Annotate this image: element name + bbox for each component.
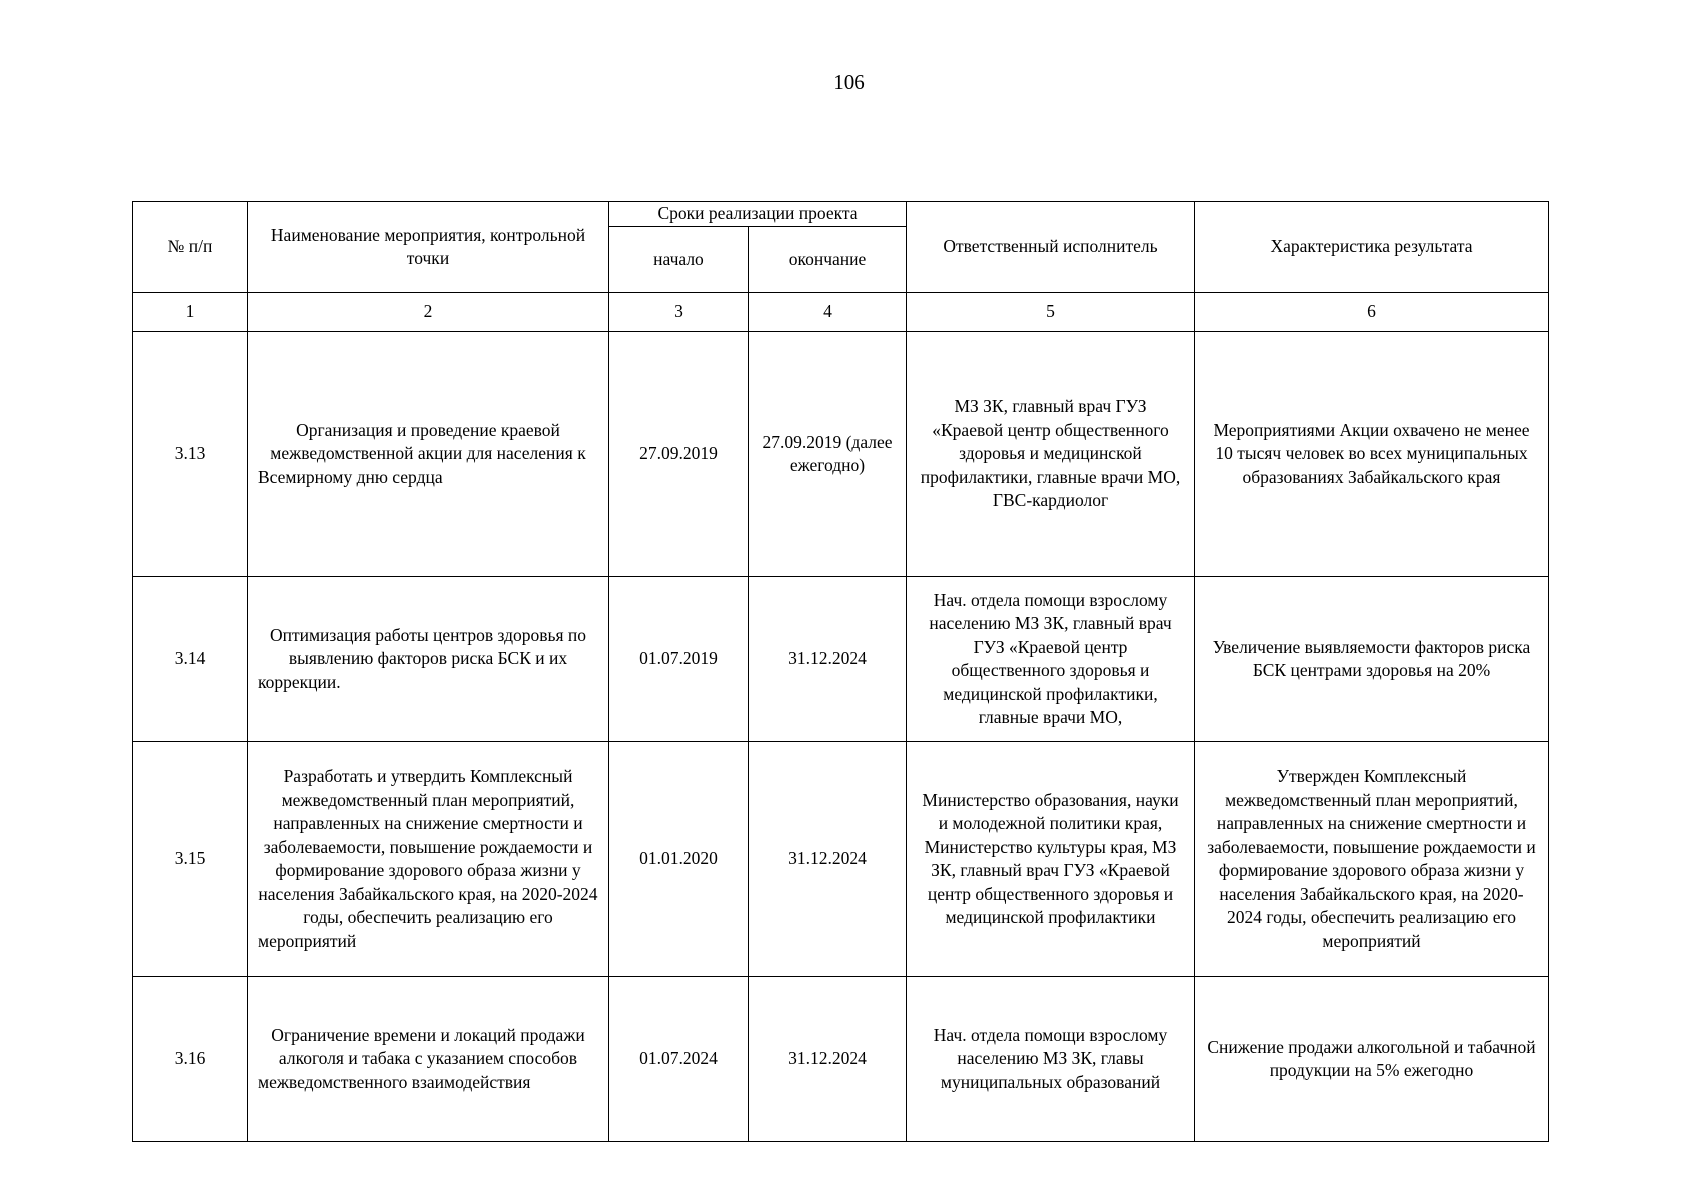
table-row xyxy=(133,742,1549,977)
responsible-executor: МЗ ЗК, главный врач ГУЗ «Краевой центр общественного здоровья и медицинской профилактики, главные врачи МО, ГВС-кардиолог xyxy=(907,332,1195,577)
activity-name: Организация и проведение краевой межведомственной акции для населения к Всемирному дню сердца xyxy=(248,332,609,577)
row-number: 3.14 xyxy=(133,577,248,742)
end-date: 31.12.2024 xyxy=(749,742,907,977)
row-number: 3.16 xyxy=(133,977,248,1142)
start-date: 01.07.2019 xyxy=(609,577,749,742)
activity-name: Оптимизация работы центров здоровья по выявлению факторов риска БСК и их коррекции. xyxy=(248,577,609,742)
result-description: Увеличение выявляемости факторов риска БСК центрами здоровья на 20% xyxy=(1195,577,1549,742)
project-plan-table xyxy=(132,201,1549,1142)
responsible-executor: Министерство образования, науки и молодежной политики края, Министерство культуры края, МЗ ЗК, главный врач ГУЗ «Краевой центр общественного здоровья и медицинской профилактики xyxy=(907,742,1195,977)
column-number: 1 xyxy=(133,293,248,332)
header-col-period: Сроки реализации проекта xyxy=(609,202,907,227)
end-date: 31.12.2024 xyxy=(749,977,907,1142)
column-number: 3 xyxy=(609,293,749,332)
start-date: 27.09.2019 xyxy=(609,332,749,577)
result-description: Утвержден Комплексный межведомственный план мероприятий, направленных на снижение смертности и заболеваемости, повышение рождаемости и формирование здорового образа жизни у населения Забайкальского края, на 2020-2024 годы, обеспечить реализацию его мероприятий xyxy=(1195,742,1549,977)
header-col-responsible: Ответственный исполнитель xyxy=(907,202,1195,293)
column-number: 6 xyxy=(1195,293,1549,332)
column-number: 2 xyxy=(248,293,609,332)
column-number: 4 xyxy=(749,293,907,332)
activity-name: Разработать и утвердить Комплексный межведомственный план мероприятий, направленных на снижение смертности и заболеваемости, повышение рождаемости и формирование здорового образа жизни у населения Забайкальского края, на 2020-2024 годы, обеспечить реализацию его мероприятий xyxy=(248,742,609,977)
column-number: 5 xyxy=(907,293,1195,332)
page-number: 106 xyxy=(833,70,865,94)
end-date: 27.09.2019 (далее ежегодно) xyxy=(749,332,907,577)
end-date: 31.12.2024 xyxy=(749,577,907,742)
header-col-result: Характеристика результата xyxy=(1195,202,1549,293)
header-col-start: начало xyxy=(609,227,749,293)
header-col-name: Наименование мероприятия, контрольной точки xyxy=(248,202,609,293)
column-numbers-row xyxy=(133,293,1549,332)
table-row xyxy=(133,977,1549,1142)
row-number: 3.13 xyxy=(133,332,248,577)
table-row xyxy=(133,332,1549,577)
result-description: Мероприятиями Акции охвачено не менее 10 тысяч человек во всех муниципальных образованиях Забайкальского края xyxy=(1195,332,1549,577)
activity-name: Ограничение времени и локаций продажи алкоголя и табака с указанием способов межведомственного взаимодействия xyxy=(248,977,609,1142)
result-description: Снижение продажи алкогольной и табачной продукции на 5% ежегодно xyxy=(1195,977,1549,1142)
row-number: 3.15 xyxy=(133,742,248,977)
responsible-executor: Нач. отдела помощи взрослому населению МЗ ЗК, главный врач ГУЗ «Краевой центр общественного здоровья и медицинской профилактики, главные врачи МО, xyxy=(907,577,1195,742)
header-row-1 xyxy=(133,202,1549,227)
start-date: 01.01.2020 xyxy=(609,742,749,977)
header-col-end: окончание xyxy=(749,227,907,293)
table-row xyxy=(133,577,1549,742)
header-col-num: № п/п xyxy=(133,202,248,293)
responsible-executor: Нач. отдела помощи взрослому населению МЗ ЗК, главы муниципальных образований xyxy=(907,977,1195,1142)
start-date: 01.07.2024 xyxy=(609,977,749,1142)
